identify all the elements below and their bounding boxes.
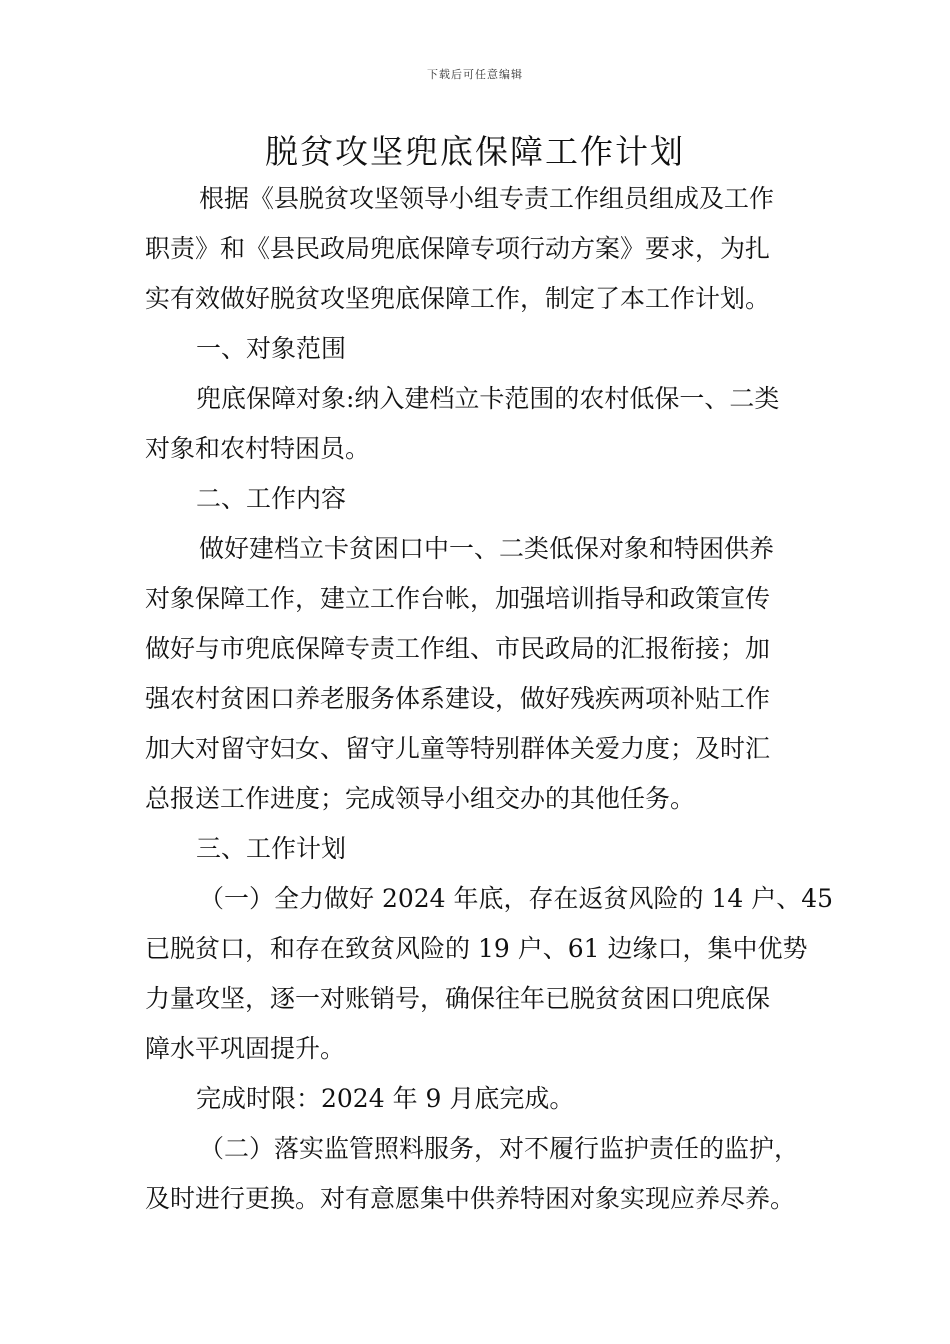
document-title: 脱贫攻坚兜底保障工作计划: [265, 132, 685, 171]
deadline-line: 完成时限：2024 年 9 月底完成。: [196, 1084, 575, 1113]
paragraph-line: （一）全力做好 2024 年底，存在返贫风险的 14 户、45: [199, 884, 834, 913]
section-heading: 二、工作内容: [196, 484, 347, 513]
paragraph-line: 实有效做好脱贫攻坚兜底保障工作，制定了本工作计划。: [145, 284, 771, 313]
paragraph-line: 已脱贫口，和存在致贫风险的 19 户、61 边缘口，集中优势: [145, 934, 808, 963]
section-heading: 一、对象范围: [196, 334, 347, 363]
section-heading: 三、工作计划: [196, 834, 347, 863]
paragraph-line: 兜底保障对象:纳入建档立卡范围的农村低保一、二类: [196, 384, 780, 413]
paragraph-line: 职责》和《县民政局兜底保障专项行动方案》要求，为扎: [145, 234, 771, 263]
paragraph-line: 对象和农村特困员。: [145, 434, 371, 463]
paragraph-line: 做好与市兜底保障专责工作组、市民政局的汇报衔接；加: [145, 634, 771, 663]
header-note: 下载后可任意编辑: [427, 68, 523, 81]
paragraph-line: 做好建档立卡贫困口中一、二类低保对象和特困供养: [199, 534, 775, 563]
paragraph-line: （二）落实监管照料服务，对不履行监护责任的监护，: [199, 1134, 800, 1163]
paragraph-line: 及时进行更换。对有意愿集中供养特困对象实现应养尽养。: [145, 1184, 796, 1213]
paragraph-line: 障水平巩固提升。: [145, 1034, 346, 1063]
paragraph-line: 根据《县脱贫攻坚领导小组专责工作组员组成及工作: [199, 184, 775, 213]
paragraph-line: 对象保障工作，建立工作台帐，加强培训指导和政策宣传: [145, 584, 771, 613]
paragraph-line: 加大对留守妇女、留守儿童等特别群体关爱力度；及时汇: [145, 734, 771, 763]
paragraph-line: 总报送工作进度；完成领导小组交办的其他任务。: [145, 784, 696, 813]
paragraph-line: 强农村贫困口养老服务体系建设，做好残疾两项补贴工作: [145, 684, 771, 713]
paragraph-line: 力量攻坚，逐一对账销号，确保往年已脱贫贫困口兜底保: [145, 984, 771, 1013]
